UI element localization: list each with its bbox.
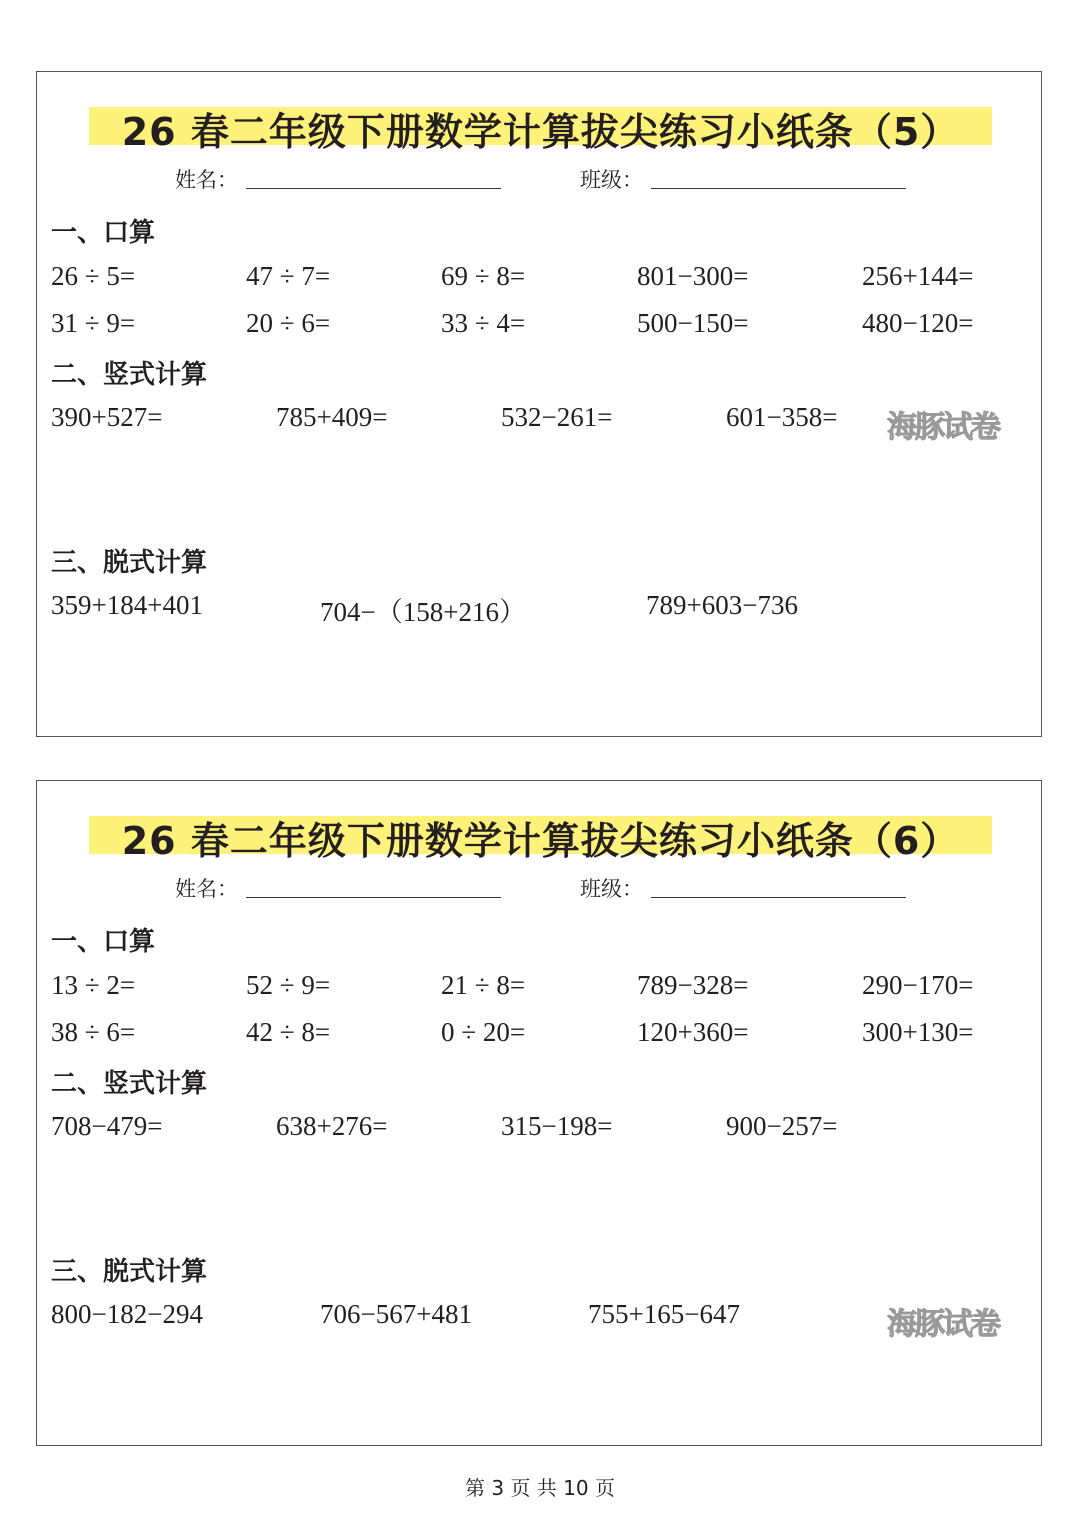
oral-problem: 801−300= [637, 261, 749, 291]
watermark: 海豚试卷 [887, 1307, 999, 1342]
oral-problem: 38 ÷ 6= [51, 1017, 136, 1047]
vertical-problem: 601−358= [726, 402, 838, 432]
section-oral: 一、口算 [51, 927, 156, 957]
section-oral: 一、口算 [51, 218, 156, 248]
class-label: 班级： [580, 168, 643, 192]
name-field[interactable] [246, 897, 501, 898]
oral-problem: 69 ÷ 8= [441, 261, 526, 291]
oral-problem: 13 ÷ 2= [51, 970, 136, 1000]
vertical-problem: 708−479= [51, 1111, 163, 1141]
worksheet-title: 26 春二年级下册数学计算拔尖练习小纸条（5） [121, 110, 960, 154]
name-label: 姓名： [175, 168, 238, 192]
section-vertical: 二、竖式计算 [51, 360, 208, 390]
name-field[interactable] [246, 188, 501, 189]
name-label: 姓名： [175, 877, 238, 901]
stepwise-problem: 800−182−294 [51, 1299, 203, 1329]
vertical-problem: 390+527= [51, 402, 163, 432]
stepwise-problem: 359+184+401 [51, 590, 203, 620]
oral-problem: 480−120= [862, 308, 974, 338]
worksheet-title: 26 春二年级下册数学计算拔尖练习小纸条（6） [121, 819, 960, 863]
title-highlight [89, 816, 992, 863]
oral-problem: 300+130= [862, 1017, 974, 1047]
class-field[interactable] [651, 188, 906, 189]
section-stepwise: 三、脱式计算 [51, 548, 208, 578]
stepwise-problem: 755+165−647 [588, 1299, 740, 1329]
stepwise-problem: 789+603−736 [646, 590, 798, 620]
vertical-problem: 638+276= [276, 1111, 388, 1141]
class-label: 班级： [580, 877, 643, 901]
worksheet-6 [36, 780, 1042, 1446]
oral-problem: 500−150= [637, 308, 749, 338]
oral-problem: 20 ÷ 6= [246, 308, 331, 338]
section-stepwise: 三、脱式计算 [51, 1257, 208, 1287]
class-field[interactable] [651, 897, 906, 898]
oral-problem: 52 ÷ 9= [246, 970, 331, 1000]
oral-problem: 789−328= [637, 970, 749, 1000]
vertical-problem: 900−257= [726, 1111, 838, 1141]
oral-problem: 120+360= [637, 1017, 749, 1047]
page-number: 第 3 页 共 10 页 [465, 1476, 615, 1500]
vertical-problem: 532−261= [501, 402, 613, 432]
oral-problem: 0 ÷ 20= [441, 1017, 526, 1047]
stepwise-problem: 704−（158+216） [320, 597, 526, 627]
oral-problem: 33 ÷ 4= [441, 308, 526, 338]
oral-problem: 47 ÷ 7= [246, 261, 331, 291]
section-vertical: 二、竖式计算 [51, 1069, 208, 1099]
vertical-problem: 315−198= [501, 1111, 613, 1141]
watermark: 海豚试卷 [887, 410, 999, 445]
stepwise-problem: 706−567+481 [320, 1299, 472, 1329]
oral-problem: 21 ÷ 8= [441, 970, 526, 1000]
oral-problem: 256+144= [862, 261, 974, 291]
oral-problem: 42 ÷ 8= [246, 1017, 331, 1047]
oral-problem: 26 ÷ 5= [51, 261, 136, 291]
vertical-problem: 785+409= [276, 402, 388, 432]
worksheet-5 [36, 71, 1042, 737]
oral-problem: 290−170= [862, 970, 974, 1000]
oral-problem: 31 ÷ 9= [51, 308, 136, 338]
title-highlight [89, 107, 992, 154]
